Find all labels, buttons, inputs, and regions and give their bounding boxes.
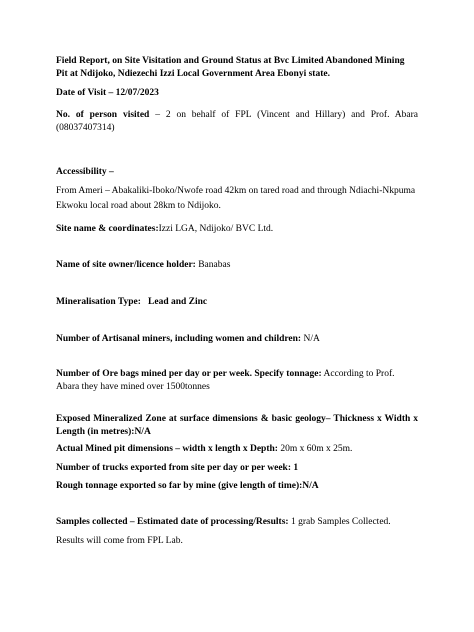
- mineralisation: [56, 296, 418, 309]
- results-note: Results will come from FPL Lab.: [56, 536, 183, 546]
- persons-label: No. of person visited: [56, 110, 150, 120]
- samples-collected: [56, 516, 418, 529]
- site-owner: [56, 259, 418, 272]
- mineralisation-value: Lead and Zinc: [140, 297, 208, 307]
- ore-bags: [56, 368, 418, 394]
- site-value: Izzi LGA, Ndijoko/ BVC Ltd.: [158, 224, 274, 234]
- rough-tonnage: Rough tonnage exported so far by mine (give length of time):N/A: [56, 481, 319, 491]
- miners-value: N/A: [301, 334, 320, 344]
- report-title: Field Report, on Site Visitation and Ground Status at Bvc Limited Abandoned Mining Pit at Ndijoko, Ndiezechi Izzi Local Government Area Ebonyi state.: [56, 56, 405, 79]
- persons-value: – 2 on behalf of FPL (Vincent and Hillary) and Prof. Abara (08037407314): [56, 110, 418, 133]
- site-label: Site name & coordinates:: [56, 224, 159, 234]
- pit-value: 20m x 60m x 25m.: [277, 444, 353, 454]
- samples-label: Samples collected – Estimated date of processing/Results:: [56, 517, 289, 527]
- samples-value: 1 grab Samples Collected.: [288, 517, 391, 527]
- owner-value: Banabas: [195, 260, 231, 270]
- site-name: [56, 223, 418, 236]
- ore-value: According to Prof. Abara they have mined over 1500tonnes: [56, 369, 395, 392]
- mineralisation-label: Mineralisation Type:: [56, 297, 141, 307]
- pit-label: Actual Mined pit dimensions – width x length x Depth:: [56, 444, 278, 454]
- trucks-exported: Number of trucks exported from site per day or per week: 1: [56, 463, 299, 473]
- date-of-visit: Date of Visit – 12/07/2023: [56, 88, 159, 98]
- owner-label: Name of site owner/licence holder:: [56, 260, 196, 270]
- accessibility-label: Accessibility –: [56, 167, 114, 177]
- miners-label: Number of Artisanal miners, including women and children:: [56, 334, 302, 344]
- artisanal-miners: [56, 333, 418, 346]
- accessibility-value: From Ameri – Abakaliki-Iboko/Nwofe road 42km on tared road and through Ndiachi-Nkpuma Ekwoku local road about 28km to Ndijoko.: [56, 186, 416, 211]
- persons-visited: [56, 109, 418, 135]
- ore-label: Number of Ore bags mined per day or per week. Specify tonnage:: [56, 369, 322, 379]
- exposed-zone: Exposed Mineralized Zone at surface dimensions & basic geology– Thickness x Width x Length (in metres):N/A: [56, 414, 418, 437]
- pit-dimensions: [56, 443, 418, 456]
